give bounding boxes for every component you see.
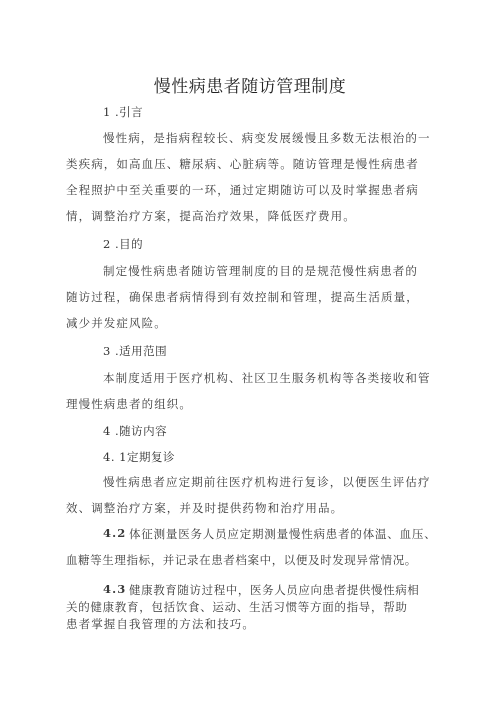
paragraph-line: 慢性病，是指病程较长、病变发展缓慢且多数无法根治的一 [103,131,431,145]
section-heading-content: 4 .随访内容 [103,424,168,438]
subsection-heading-followup: 4. 1定期复诊 [103,450,175,464]
paragraph-line: 随访过程，确保患者病情得到有效控制和管理，提高生活质量， [66,290,419,304]
paragraph-line: 血糖等生理指标，并记录在患者档案中，以便及时发现异常情况。 [66,553,417,567]
page-title: 慢性病患者随访管理制度 [153,77,347,97]
section-heading-purpose: 2 .目的 [103,237,144,251]
paragraph-line: 制定慢性病患者随访管理制度的目的是规范慢性病患者的 [103,264,418,278]
paragraph-line: 情，调整治疗方案，提高治疗效果，降低医疗费用。 [66,209,356,223]
paragraph-line: 全程照护中至关重要的一环，通过定期随访可以及时掌握患者病 [66,183,419,197]
paragraph-line: 本制度适用于医疗机构、社区卫生服务机构等各类接收和管 [103,371,431,385]
section-heading-intro: 1 .引言 [103,105,144,119]
paragraph-line: 关的健康教育，包括饮食、运动、生活习惯等方面的指导，帮助 [66,600,408,614]
paragraph-line: 类疾病，如高血压、糖尿病、心脏病等。随访管理是慢性病患者 [66,157,419,171]
subsection-number: 4.3 [103,582,127,596]
paragraph-line: 慢性病患者应定期前往医疗机构进行复诊，以便医生评估疗 [103,475,431,489]
paragraph-line: 体征测量医务人员应定期测量慢性病患者的体温、血压、 [129,527,437,541]
paragraph-line: 效、调整治疗方案，并及时提供药物和治疗用品。 [66,501,344,515]
paragraph-line: 健康教育随访过程中，医务人员应向患者提供慢性病相 [129,583,420,597]
subsection-number: 4.2 [103,526,127,540]
paragraph-line: 减少并发症风险。 [66,316,167,330]
section-heading-scope: 3 .适用范围 [103,344,168,358]
paragraph-line: 患者掌握自我管理的方法和技巧。 [66,617,255,631]
paragraph-line: 理慢性病患者的组织。 [66,397,192,411]
